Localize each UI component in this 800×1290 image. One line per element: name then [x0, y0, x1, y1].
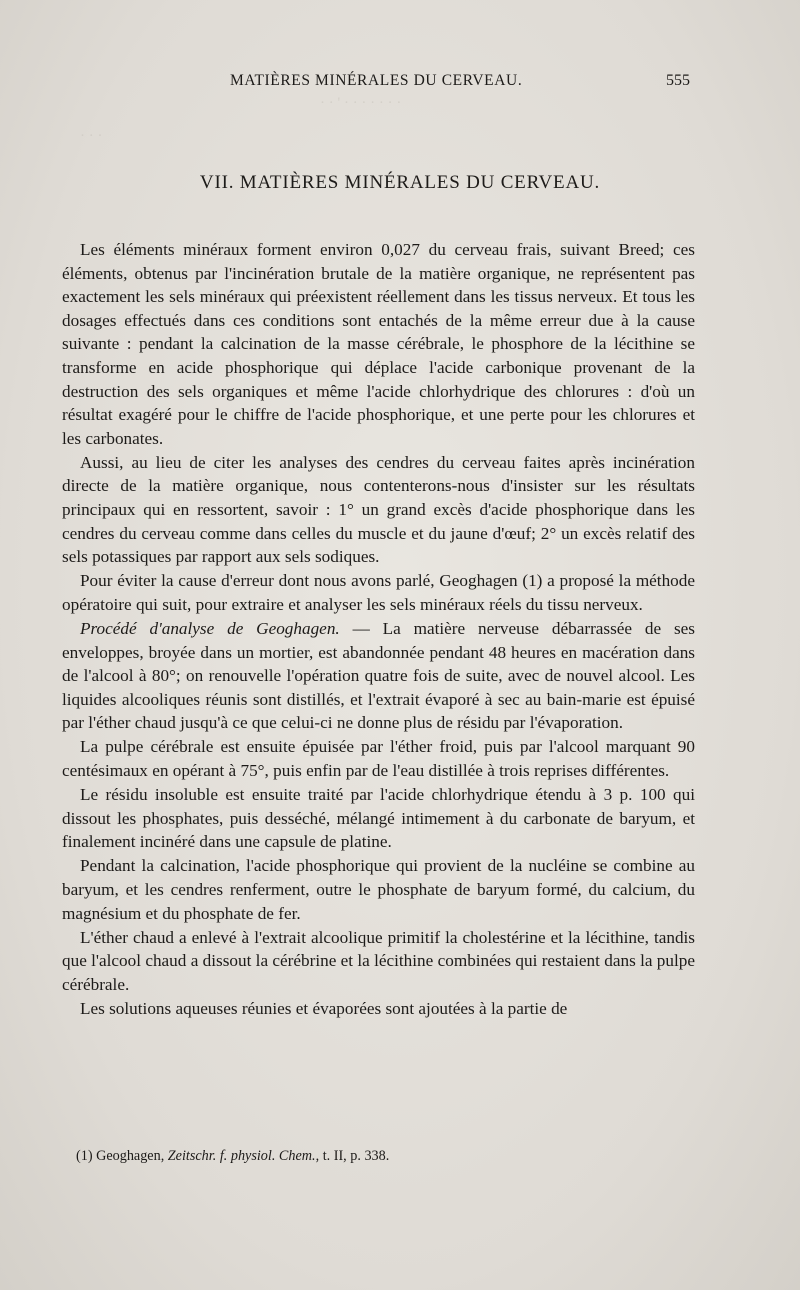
paragraph: Les éléments minéraux forment environ 0,027 du cerveau frais, suivant Breed; ces éléments, obtenus par l'incinération brutale de la matière organique, ne représentent pas exactement les sels minéraux qui préexistent réellement dans les tissus nerveux. Et tous les dosages effectués dans ces conditions sont entachés de la même erreur due à la cause suivante : pendant la calcination de la masse cérébrale, le phosphore de la lécithine se transforme en acide phosphorique qui déplace l'acide carbonique provenant de la destruction des sels organiques et même l'acide chlorhydrique des chlorures : d'où un résultat exagéré pour le chiffre de l'acide phosphorique, et une perte pour les chlorures et les carbonates.: [62, 240, 695, 448]
procedure-title: Procédé d'analyse de Geoghagen.: [80, 619, 340, 638]
body-text: [62, 238, 695, 1021]
footnote-ref: , t. II, p. 338.: [315, 1148, 390, 1164]
paragraph: Le résidu insoluble est ensuite traité par l'acide chlorhydrique étendu à 3 p. 100 qui dissout les phosphates, puis desséché, mélangé intimement à du carbonate de baryum, et finalement incinéré dans une capsule de platine.: [62, 785, 695, 852]
footnote-marker: (1): [76, 1148, 93, 1164]
procedure-paragraph: [62, 617, 695, 735]
procedure-text: — La matière nerveuse débarrassée de ses enveloppes, broyée dans un mortier, est abandonnée pendant 48 heures en macération dans de l'alcool à 80°; on renouvelle l'opération quatre fois de suite, avec de nouvel alcool. Les liquides alcooliques réunis sont distillés, et l'extrait évaporé à sec au bain-marie est épuisé par l'éther chaud jusqu'à ce que celui-ci ne donne plus de résidu par l'évaporation.: [62, 619, 695, 733]
running-head: [0, 72, 800, 98]
footnote: [76, 1148, 676, 1165]
running-title: MATIÈRES MINÉRALES DU CERVEAU.: [230, 72, 523, 89]
bleed-through-text: · · ·: [80, 128, 103, 144]
paragraph: Pour éviter la cause d'erreur dont nous avons parlé, Geoghagen (1) a proposé la méthode opératoire qui suit, pour extraire et analyser les sels minéraux réels du tissu nerveux.: [62, 571, 695, 614]
page-number: 555: [666, 72, 690, 89]
paragraph: La pulpe cérébrale est ensuite épuisée par l'éther froid, puis par l'alcool marquant 90 centésimaux en opérant à 75°, puis enfin par de l'eau distillée à trois reprises différentes.: [62, 737, 695, 781]
section-title: VII. MATIÈRES MINÉRALES DU CERVEAU.: [199, 172, 601, 193]
footnote-journal: Zeitschr. f. physiol. Chem.: [167, 1148, 316, 1164]
paragraph: L'éther chaud a enlevé à l'extrait alcoolique primitif la cholestérine et la lécithine, tandis que l'alcool chaud a dissout la cérébrine et la lécithine combinées qui restaient dans la pulpe cérébrale.: [62, 927, 695, 994]
bleed-through-text: · · ' · · · · · · ·: [320, 95, 402, 111]
paragraph: Pendant la calcination, l'acide phosphorique qui provient de la nucléine se combine au baryum, et les cendres renferment, outre le phosphate de baryum formé, du calcium, du magnésium et du phosphate de fer.: [62, 856, 695, 923]
footnote-author: Geoghagen,: [92, 1148, 168, 1164]
paragraph: Les solutions aqueuses réunies et évaporées sont ajoutées à la partie de: [80, 999, 568, 1018]
paragraph: Aussi, au lieu de citer les analyses des cendres du cerveau faites après incinération directe de la matière organique, nous contenterons-nous d'insister sur les résultats principaux qui en ressortent, savoir : 1° un grand excès d'acide phosphorique dans les cendres du cerveau comme dans celles du muscle et du jaune d'œuf; 2° un excès relatif des sels potassiques par rapport aux sels sodiques.: [62, 452, 695, 567]
